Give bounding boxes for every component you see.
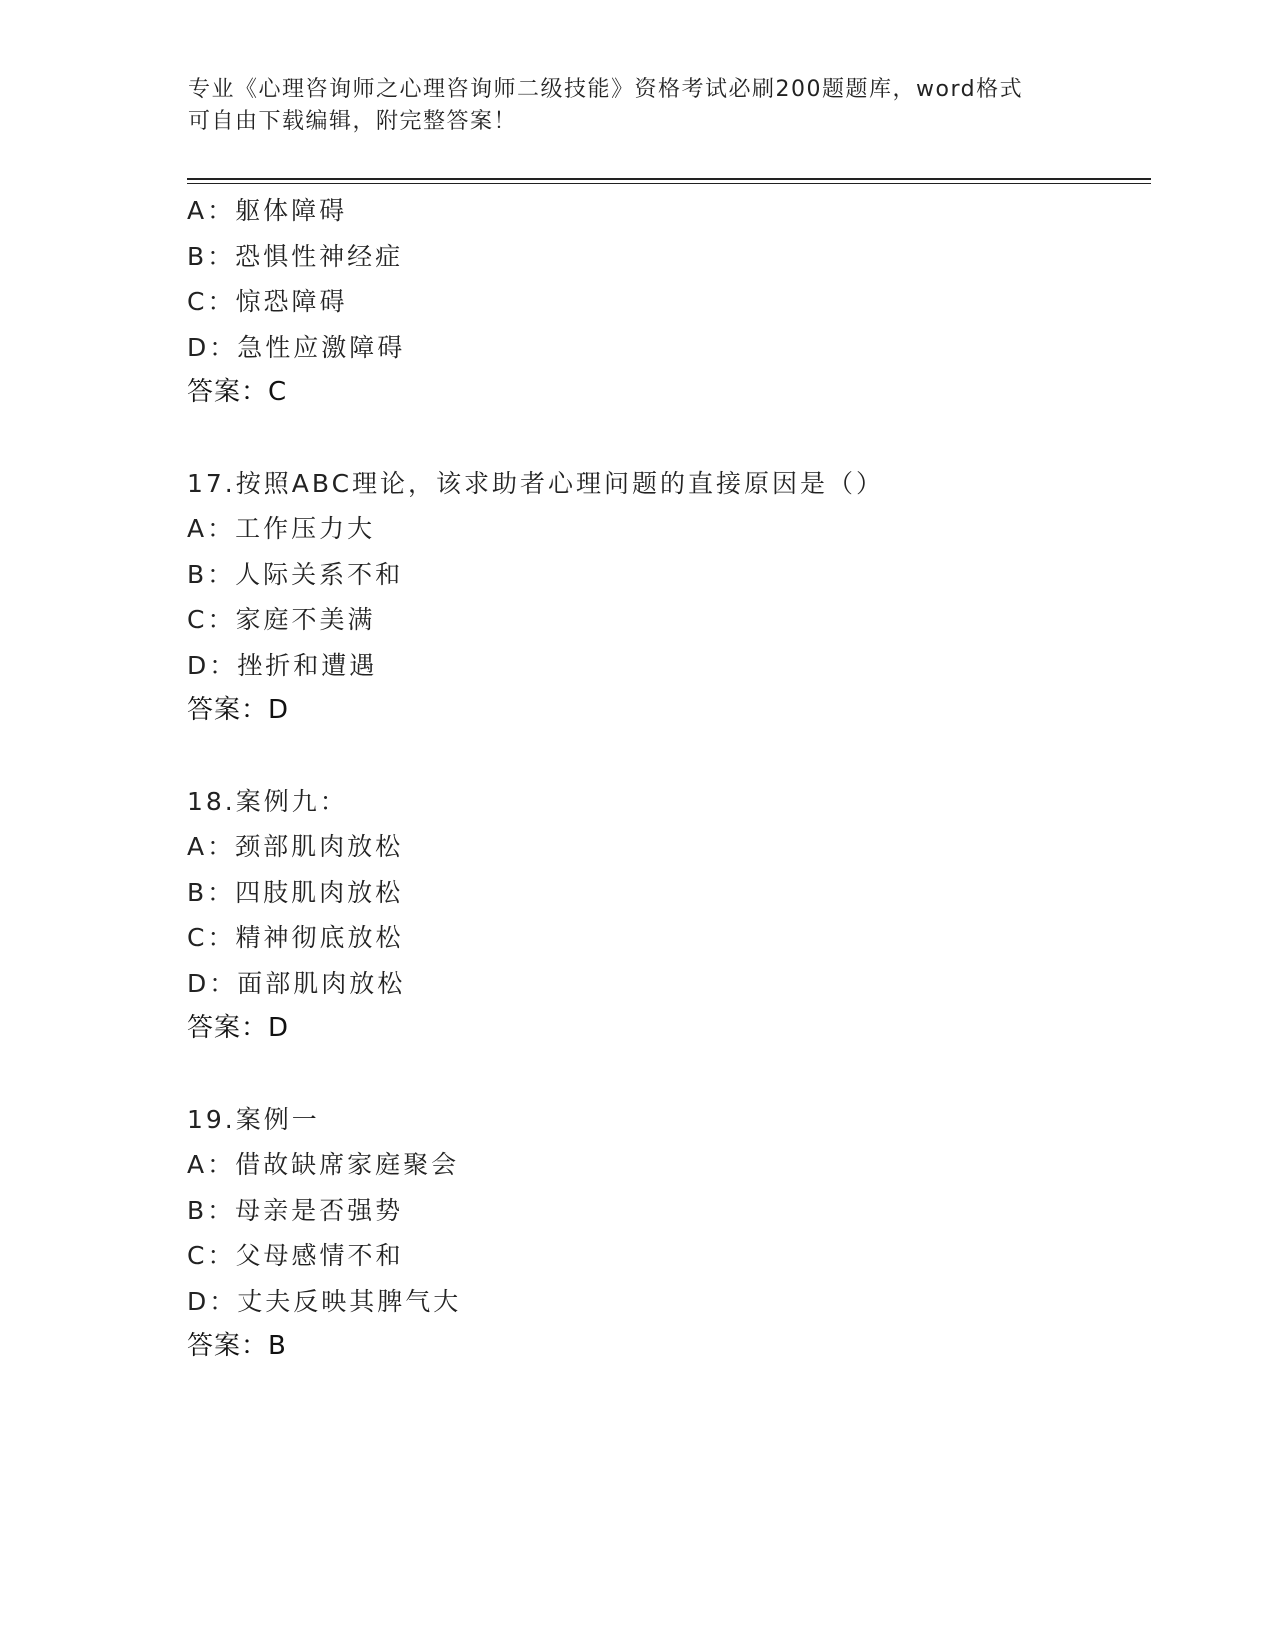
option-c: C：精神彻底放松 xyxy=(187,923,404,952)
spacer xyxy=(187,416,1127,461)
question-19-block xyxy=(187,1097,1127,1370)
spacer xyxy=(187,734,1127,779)
question-17-block xyxy=(187,461,1127,734)
document-header xyxy=(188,74,1088,138)
option-c: C：家庭不美满 xyxy=(187,605,376,634)
option-d: D：丈夫反映其脾气大 xyxy=(187,1286,462,1316)
answer-line: 答案：C xyxy=(187,377,288,407)
answer-line: 答案：B xyxy=(187,1331,287,1361)
option-a: A：躯体障碍 xyxy=(187,196,348,225)
question-16-block xyxy=(187,188,1127,416)
question-stem: 19.案例一 xyxy=(187,1104,320,1134)
option-a: A：工作压力大 xyxy=(187,514,376,543)
option-d: D：面部肌肉放松 xyxy=(187,968,406,998)
option-c: C：惊恐障碍 xyxy=(187,287,348,316)
spacer xyxy=(187,1052,1127,1097)
question-stem: 18.案例九： xyxy=(187,786,348,816)
answer-line: 答案：D xyxy=(187,695,290,725)
header-divider-thin xyxy=(187,183,1151,184)
option-b: B：人际关系不和 xyxy=(187,559,404,589)
header-divider-thick xyxy=(187,178,1151,180)
header-title-line-1: 专业《心理咨询师之心理咨询师二级技能》资格考试必刷200题题库，word格式 xyxy=(188,77,1024,102)
option-b: B：母亲是否强势 xyxy=(187,1195,404,1225)
option-d: D：挫折和遭遇 xyxy=(187,650,378,680)
option-b: B：四肢肌肉放松 xyxy=(187,877,404,907)
option-b: B：恐惧性神经症 xyxy=(187,241,404,271)
question-stem: 17.按照ABC理论，该求助者心理问题的直接原因是（） xyxy=(187,468,885,498)
answer-line: 答案：D xyxy=(187,1013,290,1043)
question-18-block xyxy=(187,779,1127,1052)
option-d: D：急性应激障碍 xyxy=(187,332,406,362)
question-list xyxy=(187,188,1127,1370)
option-c: C：父母感情不和 xyxy=(187,1241,404,1270)
option-a: A：颈部肌肉放松 xyxy=(187,832,404,861)
option-a: A：借故缺席家庭聚会 xyxy=(187,1150,460,1179)
header-title-line-2: 可自由下载编辑，附完整答案！ xyxy=(188,109,518,134)
